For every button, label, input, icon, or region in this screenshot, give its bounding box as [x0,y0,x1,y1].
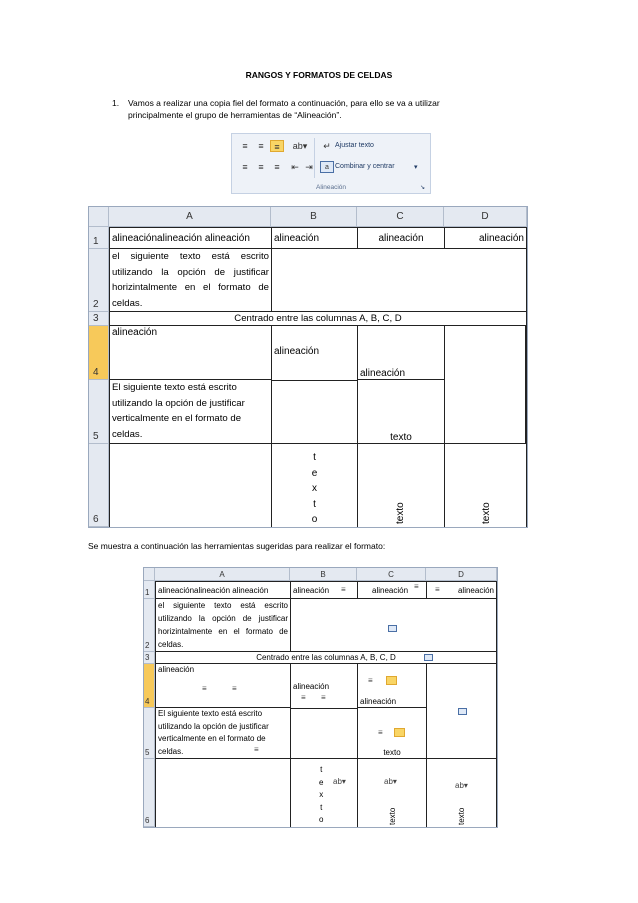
cell-b5[interactable] [271,380,357,444]
cell-d6[interactable] [444,444,527,527]
cell-a5[interactable]: El siguiente texto está escrito utilizando la opción de justificar verticalmente en el formato de celdas. [109,380,271,444]
alignment-ribbon-group [231,133,431,194]
cell-a4[interactable]: alineación [109,326,271,380]
cell-c5-2[interactable] [357,708,426,759]
cell-b6-2-vertical-text: t e x t o [319,765,324,824]
align-bottom-icon [394,728,405,737]
cell-c6-2-rotated-text: texto [388,807,397,825]
cell-a5-2-text: El siguiente texto está escrito utilizando la opción de justificar verticalmente en el formato de celdas. [158,709,269,756]
row-header-1[interactable]: 1 [89,227,109,249]
cell-b4-2-text: alineación [293,682,330,691]
merge-center-icon [424,654,433,661]
cell-a6[interactable] [109,444,271,527]
row-header-6[interactable]: 6 [89,444,109,527]
cell-c1-2-text: alineación [372,586,409,595]
cell-a4-2[interactable] [155,664,290,708]
corner-cell[interactable] [89,207,109,227]
cell-d4-d5-merged-2[interactable] [426,664,497,759]
cell-b5-2[interactable] [290,708,357,759]
chevron-down-icon[interactable]: ▾ [414,164,418,171]
align-left-icon: ≡ [232,684,237,693]
cell-d1[interactable]: alineación [444,227,527,249]
align-middle-icon[interactable]: ≡ [258,141,264,151]
cell-d6-2[interactable] [426,759,497,827]
row-header-1-2[interactable]: 1 [144,581,155,599]
cell-b2-merged-2[interactable] [290,599,497,652]
page-title: RANGOS Y FORMATOS DE CELDAS [245,70,393,80]
cell-d6-2-rotated-text: texto [457,807,466,825]
cell-b6-vertical-text: t e x t o [311,452,318,525]
cell-c6-2[interactable] [357,759,426,827]
column-header-a-2[interactable]: A [155,568,290,581]
orientation-icon: ab▾ [333,777,346,786]
dialog-launcher-icon[interactable]: ↘ [420,185,426,191]
item-number: 1. [112,98,120,108]
cell-a2-2[interactable]: el siguiente texto está escrito utilizando la opción de justificar horizintalmente en el formato de celdas. [155,599,290,652]
cell-a3-merged[interactable]: Centrado entre las columnas A, B, C, D [109,312,527,326]
item-line-2: principalmente el grupo de herramientas de “Alineación”. [128,110,342,120]
align-right-icon[interactable]: ≡ [274,162,280,172]
align-middle-icon: ≡ [301,693,306,702]
ribbon-separator [314,138,315,178]
cell-c6[interactable] [357,444,444,527]
cell-d1-2[interactable] [426,581,497,599]
column-header-d[interactable]: D [444,207,527,227]
cell-b1-2[interactable] [290,581,357,599]
cell-d6-rotated-text: texto [481,502,492,524]
cell-b4-text: alineación [274,346,320,357]
cell-c1[interactable]: alineación [357,227,444,249]
decrease-indent-icon[interactable]: ⇤ [291,162,299,172]
row-header-2-2[interactable]: 2 [144,599,155,652]
cell-a2[interactable]: el siguiente texto está escrito utilizando la opción de justificar horizintalmente en el formato de celdas. [109,249,271,312]
column-header-b-2[interactable]: B [290,568,357,581]
align-left-icon: ≡ [368,676,373,685]
align-center-icon[interactable]: ≡ [258,162,264,172]
align-right-icon: ≡ [435,585,440,594]
cell-b6[interactable] [271,444,357,527]
cell-a3-merged-2[interactable] [155,652,497,664]
item-line-1: Vamos a realizar una copia fiel del formato a continuación, para ello se va a utilizar [128,98,440,108]
corner-cell-2[interactable] [144,568,155,581]
column-header-d-2[interactable]: D [426,568,497,581]
item-text [128,97,508,121]
caption-text: Se muestra a continuación las herramientas sugeridas para realizar el formato: [88,541,386,551]
cell-c4-2[interactable] [357,664,426,708]
cell-c1-2[interactable] [357,581,426,599]
merge-center-button[interactable]: Combinar y centrar [335,163,395,170]
row-header-5-2[interactable]: 5 [144,708,155,759]
cell-a1-2[interactable]: alineaciónalineación alineación [155,581,290,599]
cell-b4[interactable] [271,326,357,380]
cell-c4-2-text: alineación [360,697,397,706]
cell-c4-text: alineación [360,368,406,379]
cell-b6-2[interactable] [290,759,357,827]
cell-b1-2-text: alineación [293,586,330,595]
row-header-3-2[interactable]: 3 [144,652,155,664]
orientation-icon: ab▾ [455,781,468,790]
align-center-icon: ≡ [378,728,383,737]
ribbon-group-label: Alineación [316,184,346,191]
orientation-icon: ab▾ [384,777,397,786]
cell-a4-2-text: alineación [158,665,195,674]
increase-indent-icon[interactable]: ⇥ [305,162,313,172]
cell-b2-merged[interactable] [271,249,527,312]
cell-c6-rotated-text: texto [395,502,406,524]
row-header-4[interactable]: 4 [89,326,109,380]
column-header-b[interactable]: B [271,207,357,227]
align-left-icon[interactable]: ≡ [242,162,248,172]
cell-b4-2[interactable] [290,664,357,708]
cell-c4[interactable] [357,326,444,380]
cell-d4-d5-merged[interactable] [444,326,527,444]
cell-a5-2[interactable] [155,708,290,759]
row-header-3[interactable]: 3 [89,312,109,326]
cell-c5-2-text: texto [383,748,401,757]
align-bottom-icon [386,676,397,685]
row-header-4-2[interactable]: 4 [144,664,155,708]
spreadsheet-main [88,206,528,528]
wrap-text-icon: ≡ [254,745,259,754]
merge-center-icon [458,708,467,715]
cell-c5[interactable] [357,380,444,444]
align-left-icon: ≡ [321,693,326,702]
cell-a3-2-text: Centrado entre las columnas A, B, C, D [256,653,396,662]
orientation-icon[interactable]: ab▾ [292,141,308,151]
cell-c5-text: texto [390,432,412,443]
cell-a1[interactable]: alineaciónalineación alineación [109,227,271,249]
merge-center-icon[interactable]: a [320,161,334,173]
align-bottom-icon[interactable]: ≡ [270,140,284,152]
row-header-2[interactable]: 2 [89,249,109,312]
spreadsheet-tools [143,567,498,828]
column-header-c[interactable]: C [357,207,444,227]
merge-center-icon [388,625,397,632]
align-top-icon[interactable]: ≡ [242,141,248,151]
wrap-text-icon[interactable]: ↵ [323,141,331,151]
row-header-5[interactable]: 5 [89,380,109,444]
cell-a6-2[interactable] [155,759,290,827]
align-left-icon: ≡ [341,585,346,594]
row-header-6-2[interactable]: 6 [144,759,155,827]
column-header-c-2[interactable]: C [357,568,426,581]
align-top-icon: ≡ [202,684,207,693]
wrap-text-button[interactable]: Ajustar texto [335,142,374,149]
cell-b1[interactable]: alineación [271,227,357,249]
align-center-icon: ≡ [414,582,419,591]
cell-d1-2-text: alineación [457,586,494,595]
column-header-a[interactable]: A [109,207,271,227]
